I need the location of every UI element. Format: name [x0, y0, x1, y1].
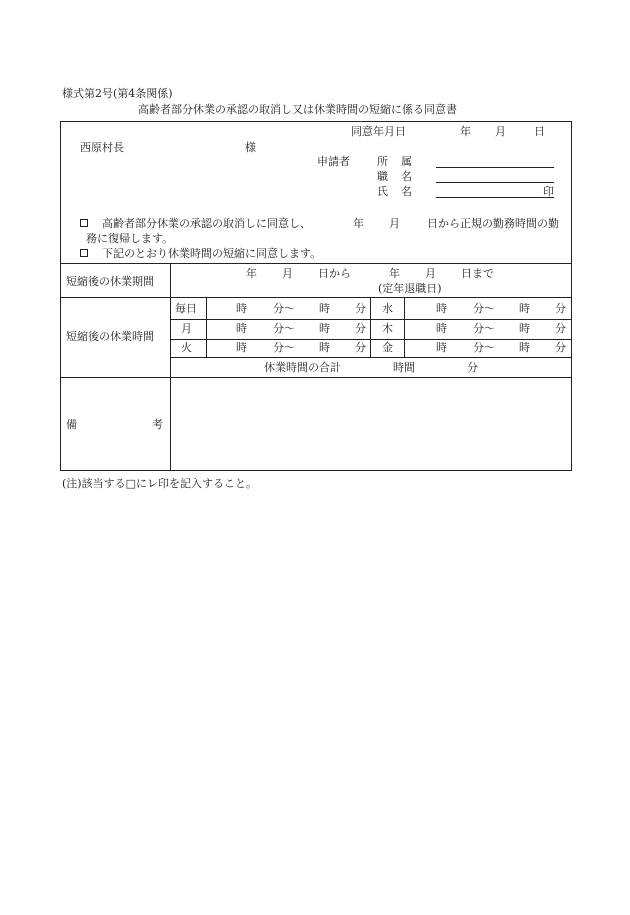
schedule-day-thursday: 木 [382, 322, 393, 335]
period-to-year: 年 [389, 267, 400, 280]
period-retirement-note: (定年退職日) [378, 282, 442, 295]
schedule-day-daily: 毎日 [175, 302, 197, 315]
row3-right-start-hour: 時 [436, 341, 447, 354]
row2-left-end-hour: 時 [319, 322, 330, 335]
option-cancel-text-a: 高齢者部分休業の承認の取消しに同意し、 [102, 217, 311, 230]
addressee: 西原村長 [80, 141, 124, 154]
period-label: 短縮後の休業期間 [66, 275, 154, 288]
option-cancel-text-line2: 務に復帰します。 [86, 232, 174, 245]
remarks-label-right: 考 [152, 418, 163, 431]
consent-month-label: 月 [495, 125, 506, 138]
seal-mark: 印 [543, 185, 554, 198]
schedule-row-divider-2 [170, 339, 572, 340]
affiliation-label: 所 属 [377, 155, 413, 168]
row1-left-start-hour: 時 [236, 302, 247, 315]
period-to-month: 月 [425, 267, 436, 280]
row2-left-start-minute: 分〜 [273, 322, 295, 335]
period-to-day: 日まで [461, 267, 494, 280]
option-shorten-checkbox[interactable] [80, 249, 88, 257]
form-number: 様式第2号(第4条関係) [62, 87, 173, 100]
schedule-day-tuesday: 火 [181, 341, 192, 354]
document-title: 高齢者部分休業の承認の取消し又は休業時間の短縮に係る同意書 [138, 103, 457, 116]
option-cancel-checkbox[interactable] [80, 219, 88, 227]
row3-right-start-minute: 分〜 [473, 341, 495, 354]
schedule-day-divider-right [404, 297, 405, 357]
name-field[interactable] [436, 197, 554, 198]
schedule-day-divider-left [206, 297, 207, 357]
total-minutes-label: 分 [467, 361, 478, 374]
remarks-label-left: 備 [66, 418, 77, 431]
row3-left-end-hour: 時 [319, 341, 330, 354]
schedule-row-divider-1 [170, 319, 572, 320]
divider-before-remarks [60, 377, 572, 378]
row2-left-end-minute: 分 [355, 322, 366, 335]
option-cancel-text-b: 日から正規の勤務時間の勤 [427, 217, 559, 230]
schedule-middle-divider [370, 297, 371, 357]
row1-right-end-minute: 分 [555, 302, 566, 315]
row2-right-start-hour: 時 [436, 322, 447, 335]
row3-left-start-minute: 分〜 [273, 341, 295, 354]
divider-after-options [60, 263, 572, 264]
row1-left-end-minute: 分 [355, 302, 366, 315]
applicant-label: 申請者 [317, 155, 350, 168]
position-label: 職 名 [377, 170, 413, 183]
schedule-row-divider-3 [170, 357, 572, 358]
row3-right-end-minute: 分 [555, 341, 566, 354]
row2-right-end-hour: 時 [519, 322, 530, 335]
schedule-label: 短縮後の休業時間 [66, 330, 154, 343]
consent-date-label: 同意年月日 [351, 125, 406, 138]
affiliation-field[interactable] [436, 167, 554, 168]
period-from-year: 年 [246, 267, 257, 280]
name-label: 氏 名 [377, 185, 413, 198]
addressee-honorific: 様 [245, 141, 256, 154]
row1-right-start-hour: 時 [436, 302, 447, 315]
consent-day-label: 日 [534, 125, 545, 138]
footnote: (注)該当する□にレ印を記入すること。 [62, 477, 257, 490]
row2-right-end-minute: 分 [555, 322, 566, 335]
label-column-divider [170, 263, 171, 471]
period-from-day: 日から [318, 267, 351, 280]
row3-left-end-minute: 分 [355, 341, 366, 354]
row1-right-start-minute: 分〜 [473, 302, 495, 315]
row1-right-end-hour: 時 [519, 302, 530, 315]
option-cancel-month: 月 [389, 217, 400, 230]
row2-right-start-minute: 分〜 [473, 322, 495, 335]
option-shorten-text: 下記のとおり休業時間の短縮に同意します。 [102, 247, 322, 260]
total-label: 休業時間の合計 [264, 361, 341, 374]
row1-left-end-hour: 時 [319, 302, 330, 315]
period-from-month: 月 [282, 267, 293, 280]
remarks-field[interactable] [172, 379, 570, 469]
row3-left-start-hour: 時 [236, 341, 247, 354]
row2-left-start-hour: 時 [236, 322, 247, 335]
schedule-day-wednesday: 水 [382, 302, 393, 315]
row1-left-start-minute: 分〜 [273, 302, 295, 315]
consent-year-label: 年 [460, 125, 471, 138]
option-cancel-year: 年 [353, 217, 364, 230]
total-hours-label: 時間 [393, 361, 415, 374]
divider-after-period [60, 297, 572, 298]
position-field[interactable] [436, 182, 554, 183]
row3-right-end-hour: 時 [519, 341, 530, 354]
schedule-day-friday: 金 [382, 341, 393, 354]
schedule-day-monday: 月 [181, 322, 192, 335]
